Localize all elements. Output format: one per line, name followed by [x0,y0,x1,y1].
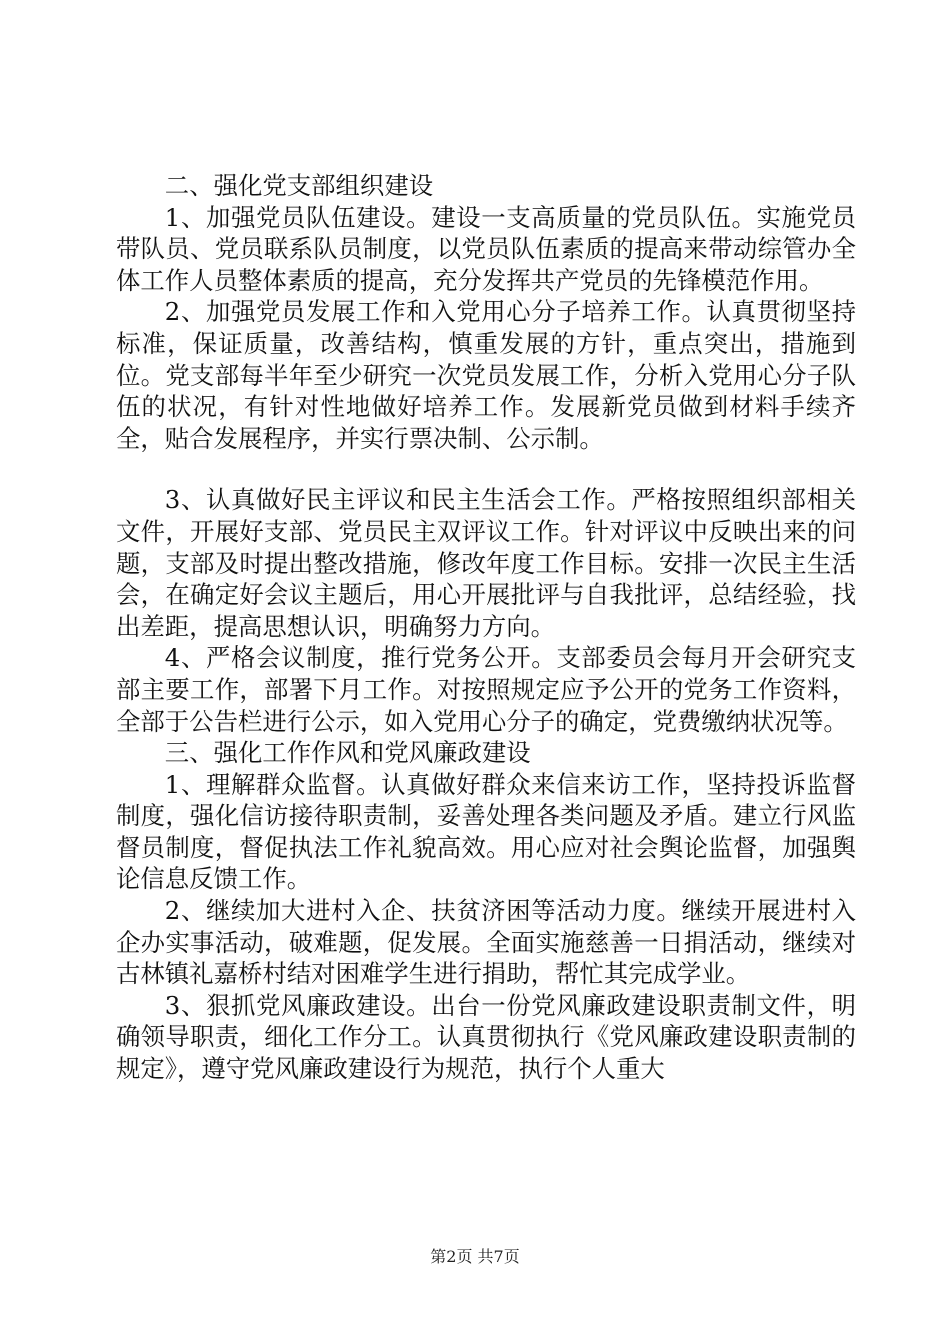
paragraph-2-4: 4、严格会议制度，推行党务公开。支部委员会每月开会研究支部主要工作，部署下月工作。对按照规定应予公开的党务工作资料，全部于公告栏进行公示，如入党用心分子的确定，党费缴纳状况等。 [116,643,856,736]
page-number-footer: 第2页 共7页 [430,1247,520,1266]
paragraph-2-3: 3、认真做好民主评议和民主生活会工作。严格按照组织部相关文件，开展好支部、党员民主双评议工作。针对评议中反映出来的问题，支部及时提出整改措施，修改年度工作目标。安排一次民主生活会，在确定好会议主题后，用心开展批评与自我批评，总结经验，找出差距，提高思想认识，明确努力方向。 [116,485,856,641]
document-body [116,170,856,1085]
section-heading-2: 二、强化党支部组织建设 [164,171,434,200]
paragraph-2-1: 1、加强党员队伍建设。建设一支高质量的党员队伍。实施党员带队员、党员联系队员制度，以党员队伍素质的提高来带动综管办全体工作人员整体素质的提高，充分发挥共产党员的先锋模范作用。 [116,202,856,295]
paragraph-3-1: 1、理解群众监督。认真做好群众来信来访工作，坚持投诉监督制度，强化信访接待职责制，妥善处理各类问题及矛盾。建立行风监督员制度，督促执法工作礼貌高效。用心应对社会舆论监督，加强舆论信息反馈工作。 [116,769,856,894]
paragraph-3-2: 2、继续加大进村入企、扶贫济困等活动力度。继续开展进村入企办实事活动，破难题，促发展。全面实施慈善一日捐活动，继续对古林镇礼嘉桥村结对困难学生进行捐助，帮忙其完成学业。 [116,896,856,989]
paragraph-3-3: 3、狠抓党风廉政建设。出台一份党风廉政建设职责制文件，明确领导职责，细化工作分工。认真贯彻执行《党风廉政建设职责制的规定》，遵守党风廉政建设行为规范，执行个人重大 [116,990,856,1084]
paragraph-2-2: 2、加强党员发展工作和入党用心分子培养工作。认真贯彻坚持标准，保证质量，改善结构，慎重发展的方针，重点突出，措施到位。党支部每半年至少研究一次党员发展工作，分析入党用心分子队伍的状况，有针对性地做好培养工作。发展新党员做到材料手续齐全，贴合发展程序，并实行票决制、公示制。 [116,297,856,453]
section-heading-3: 三、强化工作作风和党风廉政建设 [164,738,531,768]
